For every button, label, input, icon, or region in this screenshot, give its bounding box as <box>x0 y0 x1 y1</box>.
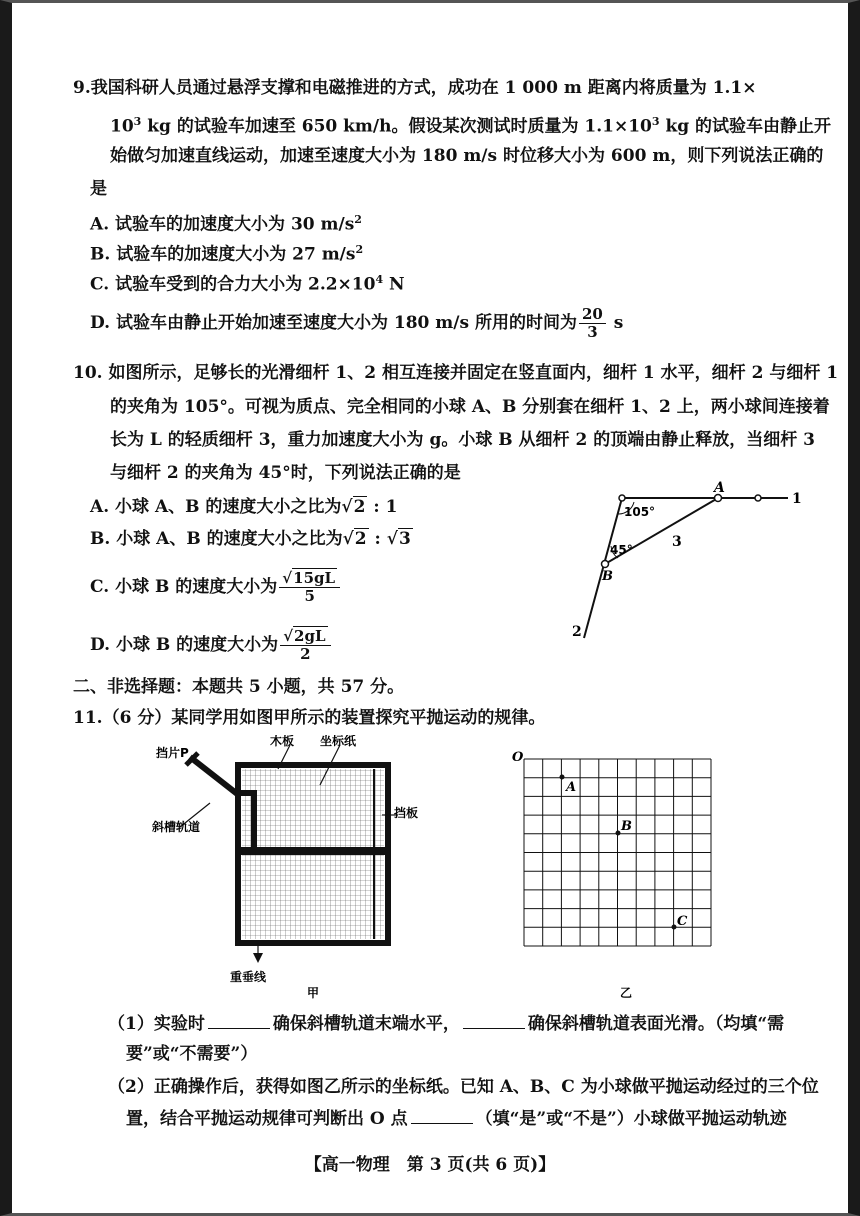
label-c-point: C <box>677 914 688 929</box>
label-b: B <box>602 569 613 584</box>
q9-option-a: A. 试验车的加速度大小为 30 $m/s^2$ <box>90 213 362 235</box>
label-a: A <box>714 480 725 496</box>
label-plumb-line: 重垂线 <box>230 970 267 984</box>
q9-line2: $10^3$ kg 的试验车加速至 650 km/h。假设某次测试时质量为 $1.1\times 10^3$ kg 的试验车由静止开 <box>110 115 832 137</box>
point-c <box>672 925 677 930</box>
q11-grid-figure <box>508 745 728 1005</box>
plumb-bob <box>253 953 263 963</box>
q11-part1-line2: 要”或“不需要”） <box>126 1044 258 1064</box>
q10-option-d: D. 小球 B 的速度大小为 $\frac{√2gL}{2}$ <box>90 628 333 663</box>
point-b <box>616 831 621 836</box>
caption-jia: 甲 <box>307 986 320 1000</box>
caption-yi: 乙 <box>620 986 633 1000</box>
section-2-heading: 二、非选择题：本题共 5 小题，共 57 分。 <box>73 677 405 697</box>
q10-option-b: B. 小球 A、B 的速度大小之比为√2 : √3 <box>90 529 411 549</box>
q10-line3: 长为 L 的轻质细杆 3，重力加速度大小为 g。小球 B 从细杆 2 的顶端由静止释放，当细杆 3 <box>110 430 815 450</box>
answer-blank-2[interactable] <box>463 1012 525 1029</box>
fraction-20-3: $\frac{20}{3}$ <box>579 306 606 341</box>
angle-105: 105° <box>624 505 656 519</box>
page-footer: 【高一物理 第 3 页(共 6 页)】 <box>304 1155 556 1175</box>
q11-part2-line2: 置，结合平抛运动规律可判断出 O 点 （填“是”或“不是”）小球做平抛运动轨迹 <box>126 1109 787 1129</box>
rod-2 <box>584 498 622 638</box>
label-b-point: B <box>621 819 632 834</box>
ball-b <box>602 561 609 568</box>
q9-line1: 9.我国科研人员通过悬浮支撑和电磁推进的方式，成功在 1 000 m 距离内将质量为 1.1× <box>73 78 757 98</box>
q11-part2-line1: （2）正确操作后，获得如图乙所示的坐标纸。已知 A、B、C 为小球做平抛运动经过的三个位 <box>108 1077 819 1097</box>
label-board: 木板 <box>270 735 295 748</box>
q11-part1-line1: （1）实验时 确保斜槽轨道末端水平， 确保斜槽轨道表面光滑。（均填“需 <box>108 1014 785 1034</box>
answer-blank-1[interactable] <box>208 1012 270 1029</box>
label-o: O <box>512 750 524 765</box>
answer-blank-3[interactable] <box>411 1107 473 1124</box>
q10-line1: 10. 如图所示，足够长的光滑细杆 1、2 相互连接并固定在竖直面内，细杆 1 水平，细杆 2 与细杆 1 <box>73 363 839 383</box>
label-stop-plate: 挡板 <box>394 806 419 820</box>
q9-option-c: C. 试验车受到的合力大小为 $2.2\times 10^4$ N <box>90 273 405 295</box>
q10-line2: 的夹角为 105°。可视为质点、完全相同的小球 A、B 分别套在细杆 1、2 上，两小球间连接着 <box>110 397 830 417</box>
label-coordinate-paper: 坐标纸 <box>320 735 357 748</box>
q11-line1: 11.（6 分）某同学用如图甲所示的装置探究平抛运动的规律。 <box>73 708 546 728</box>
label-rod-3: 3 <box>672 534 682 550</box>
angle-45: 45° <box>610 543 633 557</box>
label-rod-2: 2 <box>572 624 582 640</box>
point-a <box>560 775 565 780</box>
q9-option-b: B. 试验车的加速度大小为 27 $m/s^2$ <box>90 243 364 265</box>
label-inclined-track: 斜槽轨道 <box>152 820 201 834</box>
q10-rod-diagram <box>560 480 820 650</box>
q10-option-a: A. 小球 A、B 的速度大小之比为√2 : 1 <box>90 497 398 517</box>
q10-line4: 与细杆 2 的夹角为 45°时，下列说法正确的是 <box>110 463 461 483</box>
q9-line3: 始做匀加速直线运动，加速至速度大小为 180 m/s 时位移大小为 600 m，则下列说法正确的 <box>110 146 824 166</box>
label-a-point: A <box>566 780 577 795</box>
label-rod-1: 1 <box>792 491 802 507</box>
q9-line4: 是 <box>90 179 107 199</box>
label-baffle-p: 挡片P <box>156 746 189 760</box>
q9-option-d: D. 试验车由静止开始加速至速度大小为 180 m/s 所用的时间为 $\frac{20}{3}$ s <box>90 305 624 341</box>
q11-apparatus-figure <box>150 735 450 1005</box>
q10-option-c: C. 小球 B 的速度大小为 $\frac{√15gL}{5}$ <box>90 570 342 605</box>
